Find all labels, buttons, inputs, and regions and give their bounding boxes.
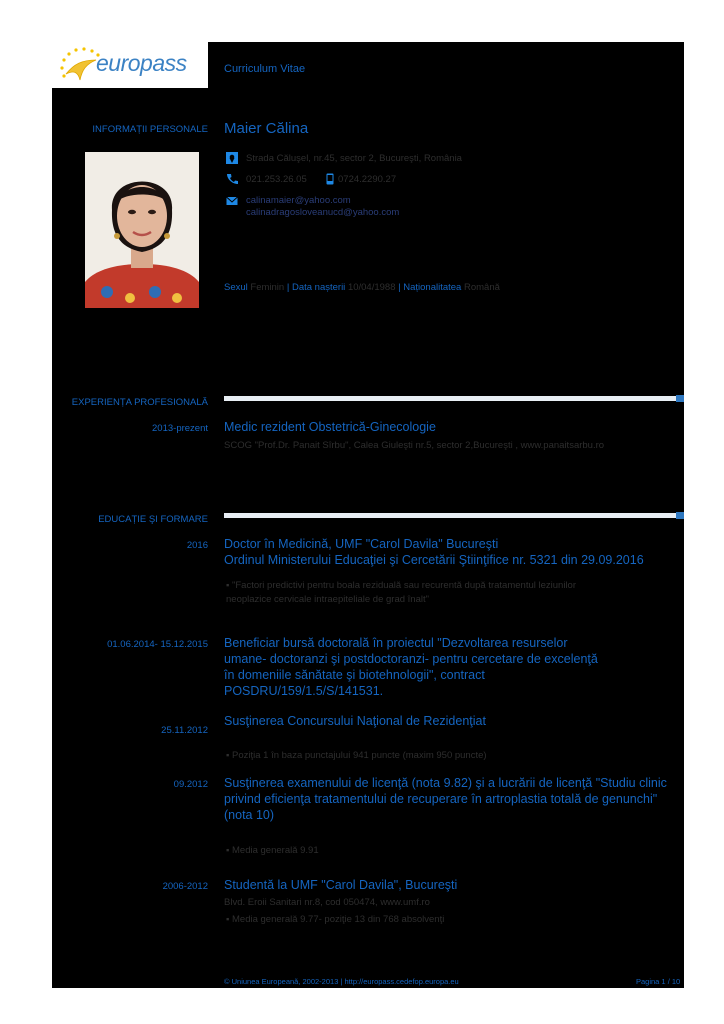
section-divider-end — [676, 395, 684, 402]
birth-value: 10/04/1988 — [347, 282, 396, 293]
nationality-value: Română — [463, 282, 500, 293]
nationality-label: Naționalitatea — [403, 282, 462, 293]
education-bullet: ▪ Media generală 9.77- poziţie 13 din 768 absolvenţi — [226, 914, 445, 925]
email-link-1[interactable]: calinamaier@yahoo.com — [246, 195, 351, 206]
phone-icon — [226, 173, 238, 185]
email-icon — [226, 195, 238, 207]
education-title-line: Doctor în Medicină, UMF "Carol Davila" Bucureşti — [224, 537, 499, 551]
education-bullet: ▪ Poziţia 1 în baza punctajului 941 puncte (maxim 950 puncte) — [226, 750, 487, 761]
education-title-line: POSDRU/159/1.5/S/141531. — [224, 684, 384, 698]
birth-label: Data nașterii — [291, 282, 346, 293]
education-bullet: neoplazice cervicale intraepiteliale de grad înalt" — [226, 594, 429, 605]
section-label-personal: INFORMAȚII PERSONALE — [92, 124, 208, 135]
separator: | — [286, 282, 290, 293]
phone-text: 021.253.26.05 — [246, 174, 307, 185]
education-title-line: Beneficiar bursă doctorală în proiectul "Dezvoltarea resurselor — [224, 636, 568, 650]
education-title-line: în domeniile sănătate şi biotehnologii", contract — [224, 668, 485, 682]
education-title-line: privind eficienţa tratamentului de recuperare în artroplastia totală de genunchi" — [224, 792, 658, 806]
section-divider — [224, 513, 676, 518]
profile-photo — [85, 152, 199, 308]
experience-date: 2013-prezent — [152, 423, 208, 434]
education-bullet: ▪ Media generală 9.91 — [226, 845, 319, 856]
person-name: Maier Călina — [224, 120, 309, 137]
education-title-line: umane- doctoranzi şi postdoctoranzi- pentru cercetare de excelenţă — [224, 652, 598, 666]
education-detail: Blvd. Eroii Sanitari nr.8, cod 050474, www.umf.ro — [224, 897, 430, 908]
location-icon — [226, 152, 238, 164]
experience-title: Medic rezident Obstetrică-Ginecologie — [224, 420, 436, 434]
education-title-line: Ordinul Ministerului Educaţiei şi Cercetării Ştiinţifice nr. 5321 din 29.09.2016 — [224, 553, 644, 567]
education-date: 2006-2012 — [162, 881, 208, 892]
cv-title: Curriculum Vitae — [224, 63, 306, 75]
education-date: 25.11.2012 — [161, 725, 208, 736]
education-date: 2016 — [186, 540, 208, 551]
mobile-text: 0724.2290.27 — [338, 174, 397, 185]
footer-copyright: © Uniunea Europeană, 2002-2013 | http://europass.cedefop.europa.eu — [224, 977, 459, 986]
education-title-line: (nota 10) — [224, 808, 275, 822]
mobile-phone-icon — [324, 173, 336, 185]
section-label-experience: EXPERIENȚA PROFESIONALĂ — [71, 397, 208, 408]
separator: | — [398, 282, 401, 293]
section-divider — [224, 396, 676, 401]
section-label-education: EDUCAȚIE ŞI FORMARE — [98, 514, 208, 525]
education-bullet: ▪ "Factori predictivi pentru boala reziduală sau recurentă după tratamentul leziunilor — [226, 580, 576, 591]
experience-detail: SCOG "Prof.Dr. Panait Sîrbu", Calea Giuleşti nr.5, sector 2,Bucureşti , www.panaitsarbu.ro — [224, 440, 605, 451]
footer-page-number: Pagina 1 / 10 — [636, 977, 681, 986]
email-link-2[interactable]: calinadragosloveanucd@yahoo.com — [246, 207, 400, 218]
address-text: Strada Căluşel, nr.45, sector 2, Bucureşti, România — [246, 153, 462, 164]
europass-logo — [52, 42, 208, 88]
sex-value: Feminin — [250, 282, 285, 293]
europass-wordmark: europass — [96, 50, 187, 76]
education-title-line: Susţinerea examenului de licenţă (nota 9.82) şi a lucrării de licenţă "Studiu clinic — [224, 776, 667, 790]
education-title-line: Susţinerea Concursului Naţional de Rezidenţiat — [224, 714, 486, 728]
sex-label: Sexul — [224, 282, 248, 293]
personal-details-line — [224, 282, 500, 293]
education-date: 09.2012 — [173, 779, 208, 790]
education-date: 01.06.2014- 15.12.2015 — [107, 639, 208, 650]
education-title-line: Studentă la UMF "Carol Davila", Bucureşti — [224, 878, 458, 892]
section-divider-end — [676, 512, 684, 519]
